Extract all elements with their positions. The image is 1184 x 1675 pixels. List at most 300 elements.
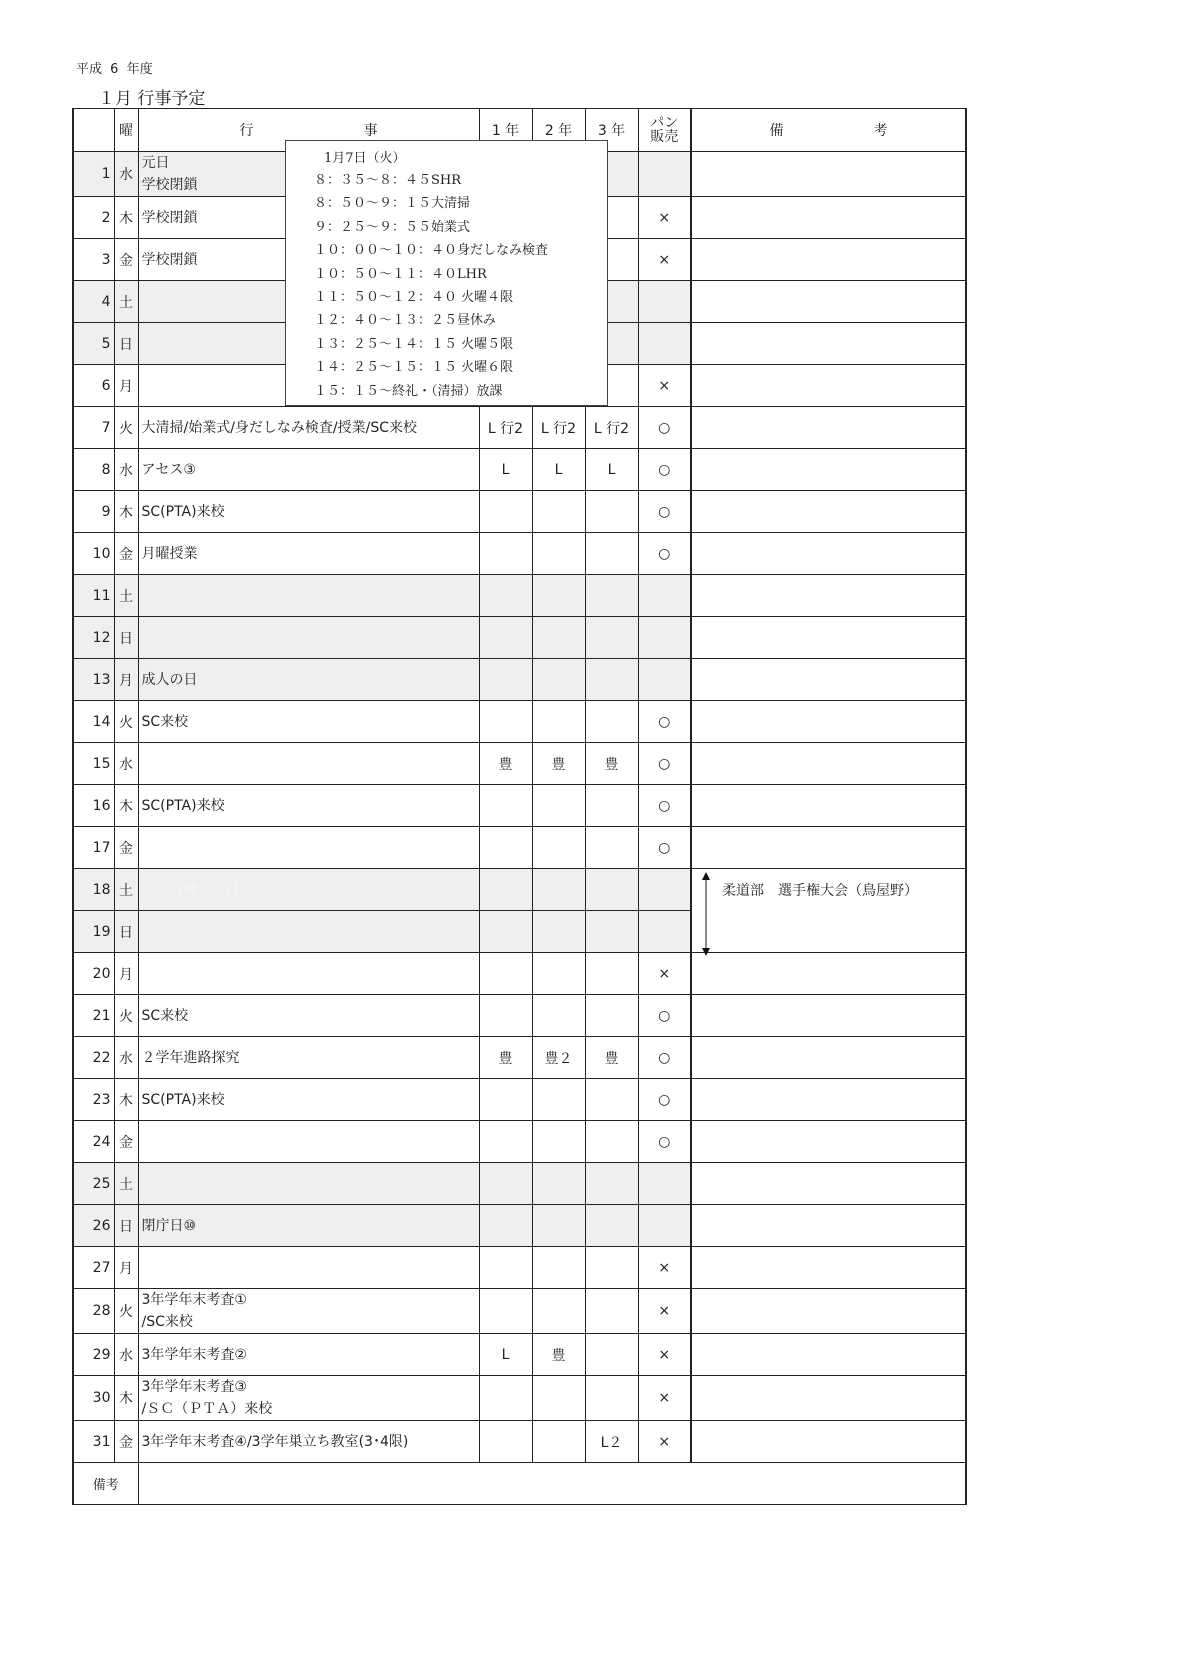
day-cell: 10: [73, 533, 114, 575]
event-line: 閉庁日⑩: [141, 1217, 197, 1234]
dow-cell: 月: [114, 365, 138, 407]
dow-cell: 木: [114, 197, 138, 239]
remarks-cell: [691, 281, 966, 323]
year3-cell: L 行2: [585, 407, 638, 449]
event-cell: [138, 701, 479, 743]
day-cell: 19: [73, 911, 114, 953]
header-remarks: [691, 109, 966, 152]
event-cell: [138, 1037, 479, 1079]
day-cell: 11: [73, 575, 114, 617]
remarks-cell: [691, 1247, 966, 1289]
dow-cell: 木: [114, 785, 138, 827]
year3-cell: [585, 659, 638, 701]
table-row: [73, 1421, 966, 1463]
popup-line: １１：５０～１２：４０ 火曜４限: [314, 290, 514, 305]
table-row: [73, 1037, 966, 1079]
event-cell: [138, 1079, 479, 1121]
header-pan-a: パン: [650, 115, 679, 131]
year3-cell: [585, 533, 638, 575]
year3-cell: [585, 1163, 638, 1205]
year1-cell: L: [479, 449, 532, 491]
year3-cell: [585, 1121, 638, 1163]
year3-cell: 豊: [585, 743, 638, 785]
event-cell: [138, 869, 479, 911]
year1-cell: [479, 533, 532, 575]
popup-line: １０：００～１０：４０身だしなみ検査: [314, 243, 549, 259]
year2-cell: [532, 491, 585, 533]
dow-cell: 土: [114, 575, 138, 617]
year1-cell: [479, 575, 532, 617]
event-cell: [138, 575, 479, 617]
year3-cell: [585, 785, 638, 827]
table-row: [73, 1121, 966, 1163]
day-cell: 15: [73, 743, 114, 785]
era-name: 平成: [76, 62, 103, 77]
year1-cell: [479, 1079, 532, 1121]
event-line-2: /ＳＣ（ＰＴＡ）来校: [141, 1401, 273, 1417]
dow-cell: 日: [114, 1205, 138, 1247]
event-cell: [138, 953, 479, 995]
header-year3: 3 年: [585, 109, 638, 152]
pan-cell: ×: [638, 365, 691, 407]
remarks-cell: [691, 911, 966, 953]
pan-cell: ○: [638, 995, 691, 1037]
year3-cell: [585, 1247, 638, 1289]
pan-cell: ○: [638, 449, 691, 491]
remarks-cell: [691, 449, 966, 491]
year2-cell: [532, 785, 585, 827]
event-line: アセス③: [141, 461, 196, 478]
year2-cell: [532, 659, 585, 701]
dow-cell: 金: [114, 827, 138, 869]
table-row: [73, 1376, 966, 1421]
event-line: 成人の日: [141, 671, 198, 688]
event-line: 3年学年末考査①: [141, 1292, 247, 1308]
year2-cell: L 行2: [532, 407, 585, 449]
year2-cell: [532, 1205, 585, 1247]
header-event-a: 行: [239, 123, 254, 139]
table-row: [73, 1289, 966, 1334]
header-pan: [638, 109, 691, 152]
year1-cell: 豊: [479, 743, 532, 785]
event-cell: [138, 449, 479, 491]
year3-cell: [585, 827, 638, 869]
table-row: [73, 449, 966, 491]
schedule-popup: [285, 140, 608, 406]
event-line: SC(PTA)来校: [141, 797, 225, 814]
remarks-cell: [691, 1121, 966, 1163]
pan-cell: [638, 1205, 691, 1247]
popup-line: ９：２５～９：５５始業式: [314, 219, 471, 235]
event-cell: [138, 617, 479, 659]
remarks-cell: [691, 1376, 966, 1421]
year1-cell: [479, 1421, 532, 1463]
dow-cell: 木: [114, 1079, 138, 1121]
year1-cell: [479, 1376, 532, 1421]
day-cell: 27: [73, 1247, 114, 1289]
remarks-cell: [691, 659, 966, 701]
popup-line: ８：５０～９：１５大清掃: [314, 196, 471, 212]
event-cell: [138, 1334, 479, 1376]
year2-cell: [532, 911, 585, 953]
year2-cell: L: [532, 449, 585, 491]
day-cell: 14: [73, 701, 114, 743]
dow-cell: 水: [114, 743, 138, 785]
header-day: [73, 109, 114, 152]
event-cell: [138, 491, 479, 533]
header-year1: 1 年: [479, 109, 532, 152]
year3-cell: [585, 701, 638, 743]
popup-line: １０：５０～１１：４０LHR: [314, 266, 487, 282]
day-cell: 31: [73, 1421, 114, 1463]
popup-line: １２：４０～１３：２５昼休み: [314, 313, 497, 329]
era-year: 6: [110, 62, 119, 77]
dow-cell: 土: [114, 869, 138, 911]
year2-cell: [532, 575, 585, 617]
year2-cell: [532, 1289, 585, 1334]
day-cell: 29: [73, 1334, 114, 1376]
pan-cell: ○: [638, 407, 691, 449]
event-line-2: 学校閉鎖: [141, 177, 198, 193]
year2-cell: 豊: [532, 743, 585, 785]
event-line: SC(PTA)来校: [141, 503, 225, 520]
remarks-cell: [691, 365, 966, 407]
remarks-cell: [691, 1334, 966, 1376]
dow-cell: 木: [114, 1376, 138, 1421]
table-row: [73, 575, 966, 617]
event-line: 学校閉鎖: [141, 251, 198, 268]
year3-cell: [585, 1289, 638, 1334]
remarks-cell: [691, 617, 966, 659]
remarks-cell: [691, 1289, 966, 1334]
year1-cell: [479, 701, 532, 743]
day-cell: 26: [73, 1205, 114, 1247]
year1-cell: [479, 869, 532, 911]
pan-cell: ×: [638, 1289, 691, 1334]
pan-cell: [638, 281, 691, 323]
era-year-suffix: 年度: [126, 62, 153, 77]
event-cell: [138, 995, 479, 1037]
table-row: [73, 617, 966, 659]
day-cell: 22: [73, 1037, 114, 1079]
day-cell: 5: [73, 323, 114, 365]
day-cell: 6: [73, 365, 114, 407]
day-cell: 20: [73, 953, 114, 995]
remarks-cell: [691, 323, 966, 365]
year1-cell: [479, 953, 532, 995]
event-line: 消防点検（一日）: [141, 881, 254, 898]
pan-cell: ○: [638, 533, 691, 575]
year2-cell: [532, 869, 585, 911]
event-cell: [138, 407, 479, 449]
year3-cell: [585, 1376, 638, 1421]
dow-cell: 日: [114, 911, 138, 953]
dow-cell: 土: [114, 281, 138, 323]
event-cell: [138, 1421, 479, 1463]
pan-cell: [638, 617, 691, 659]
pan-cell: [638, 659, 691, 701]
popup-line: １３：２５～１４：１５ 火曜５限: [314, 336, 514, 352]
year2-cell: [532, 617, 585, 659]
pan-cell: [638, 869, 691, 911]
day-cell: 28: [73, 1289, 114, 1334]
pan-cell: [638, 323, 691, 365]
day-cell: 17: [73, 827, 114, 869]
dow-cell: 水: [114, 1037, 138, 1079]
remarks-cell: [691, 197, 966, 239]
table-row: [73, 869, 966, 911]
year1-cell: [479, 617, 532, 659]
dow-cell: 火: [114, 995, 138, 1037]
event-line: SC(PTA)来校: [141, 1091, 225, 1108]
remarks-cell: [691, 785, 966, 827]
event-line: 学校閉鎖: [141, 209, 198, 226]
day-cell: 9: [73, 491, 114, 533]
year1-cell: [479, 1163, 532, 1205]
event-line: SC来校: [141, 1007, 189, 1024]
dow-cell: 火: [114, 701, 138, 743]
year1-cell: [479, 1247, 532, 1289]
year3-cell: [585, 575, 638, 617]
event-cell: [138, 1205, 479, 1247]
remarks-cell: [691, 743, 966, 785]
header-remarks-b: 考: [873, 123, 888, 139]
day-cell: 3: [73, 239, 114, 281]
year3-cell: [585, 491, 638, 533]
remarks-cell: [691, 575, 966, 617]
remarks-cell: [691, 407, 966, 449]
day-cell: 1: [73, 152, 114, 197]
day-cell: 4: [73, 281, 114, 323]
pan-cell: ○: [638, 491, 691, 533]
year2-cell: [532, 827, 585, 869]
event-cell: [138, 911, 479, 953]
remarks-cell: [691, 1205, 966, 1247]
year3-cell: [585, 953, 638, 995]
year3-cell: L: [585, 449, 638, 491]
event-line: 大清掃/始業式/身だしなみ検査/授業/SC来校: [141, 419, 418, 436]
header-event-b: 事: [363, 123, 378, 139]
year3-cell: L２: [585, 1421, 638, 1463]
pan-cell: ○: [638, 827, 691, 869]
table-row: [73, 1205, 966, 1247]
day-cell: 2: [73, 197, 114, 239]
header-remarks-a: 備: [769, 123, 784, 139]
year1-cell: [479, 1205, 532, 1247]
remarks-cell: [691, 995, 966, 1037]
table-row: [73, 953, 966, 995]
event-line: ２学年進路探究: [141, 1049, 240, 1066]
pan-cell: [638, 911, 691, 953]
dow-cell: 金: [114, 533, 138, 575]
event-cell: [138, 1163, 479, 1205]
year1-cell: [479, 1121, 532, 1163]
table-row: [73, 785, 966, 827]
year3-cell: [585, 1079, 638, 1121]
event-line: 3年学年末考査②: [141, 1346, 247, 1363]
dow-cell: 水: [114, 449, 138, 491]
dow-cell: 金: [114, 239, 138, 281]
year2-cell: [532, 953, 585, 995]
dow-cell: 土: [114, 1163, 138, 1205]
year2-cell: [532, 533, 585, 575]
popup-line: ８：３５～８：４５SHR: [314, 173, 462, 188]
day-cell: 18: [73, 869, 114, 911]
year2-cell: 豊: [532, 1334, 585, 1376]
event-cell: [138, 1247, 479, 1289]
day-cell: 24: [73, 1121, 114, 1163]
remarks-cell: [691, 1163, 966, 1205]
pan-cell: [638, 1163, 691, 1205]
day-cell: 16: [73, 785, 114, 827]
header-year2: 2 年: [532, 109, 585, 152]
dow-cell: 水: [114, 152, 138, 197]
year3-cell: [585, 911, 638, 953]
pan-cell: ○: [638, 1037, 691, 1079]
day-cell: 25: [73, 1163, 114, 1205]
pan-cell: ×: [638, 953, 691, 995]
dow-cell: 月: [114, 953, 138, 995]
pan-cell: ○: [638, 701, 691, 743]
event-cell: [138, 743, 479, 785]
header-pan-b: 販売: [650, 129, 679, 145]
day-cell: 8: [73, 449, 114, 491]
year1-cell: [479, 911, 532, 953]
dow-cell: 火: [114, 407, 138, 449]
table-row: [73, 1334, 966, 1376]
year1-cell: [479, 827, 532, 869]
event-line: SC来校: [141, 713, 189, 730]
table-row: [73, 533, 966, 575]
pan-cell: ○: [638, 785, 691, 827]
year1-cell: [479, 785, 532, 827]
remarks-cell: [691, 701, 966, 743]
table-row: [73, 1079, 966, 1121]
year1-cell: L 行2: [479, 407, 532, 449]
popup-line: １４：２５～１５：１５ 火曜６限: [314, 360, 514, 376]
year3-cell: [585, 617, 638, 659]
year2-cell: [532, 995, 585, 1037]
event-cell: [138, 1121, 479, 1163]
day-cell: 23: [73, 1079, 114, 1121]
popup-line: １５：１５～終礼・（清掃）放課: [314, 383, 503, 399]
year2-cell: [532, 701, 585, 743]
year2-cell: [532, 1121, 585, 1163]
year3-cell: [585, 869, 638, 911]
year1-cell: [479, 1289, 532, 1334]
pan-cell: ×: [638, 1376, 691, 1421]
remarks-cell: [691, 827, 966, 869]
year1-cell: L: [479, 1334, 532, 1376]
table-row: [73, 743, 966, 785]
remarks-cell: [691, 953, 966, 995]
year2-cell: [532, 1079, 585, 1121]
bikou-label: 備考: [73, 1463, 138, 1505]
event-cell: [138, 1289, 479, 1334]
event-cell: [138, 785, 479, 827]
bikou-content[interactable]: [138, 1463, 966, 1505]
dow-cell: 月: [114, 659, 138, 701]
pan-cell: ○: [638, 1121, 691, 1163]
remarks-cell: [691, 491, 966, 533]
event-line-2: /SC来校: [141, 1314, 193, 1330]
year2-cell: [532, 1421, 585, 1463]
table-row: [73, 659, 966, 701]
popup-title: 1月7日（火）: [324, 151, 406, 166]
table-row: [73, 407, 966, 449]
dow-cell: 金: [114, 1421, 138, 1463]
table-row: [73, 701, 966, 743]
event-line: 月曜授業: [141, 545, 198, 562]
day-cell: 7: [73, 407, 114, 449]
table-row: [73, 1163, 966, 1205]
pan-cell: ×: [638, 1421, 691, 1463]
dow-cell: 火: [114, 1289, 138, 1334]
pan-cell: ○: [638, 1079, 691, 1121]
event-cell: [138, 1376, 479, 1421]
day-cell: 30: [73, 1376, 114, 1421]
remarks-cell: [691, 152, 966, 197]
bikou-row: [73, 1463, 966, 1505]
dow-cell: 木: [114, 491, 138, 533]
page-title: １月 行事予定: [98, 89, 206, 109]
remarks-cell: [691, 533, 966, 575]
pan-cell: [638, 575, 691, 617]
event-line: 3年学年末考査③: [141, 1379, 247, 1395]
table-row: [73, 911, 966, 953]
year3-cell: [585, 1334, 638, 1376]
day-cell: 21: [73, 995, 114, 1037]
pan-cell: ○: [638, 743, 691, 785]
remarks-cell: [691, 239, 966, 281]
year2-cell: [532, 1376, 585, 1421]
table-row: [73, 827, 966, 869]
pan-cell: ×: [638, 239, 691, 281]
pan-cell: [638, 152, 691, 197]
table-row: [73, 491, 966, 533]
table-row: [73, 995, 966, 1037]
dow-cell: 水: [114, 1334, 138, 1376]
year2-cell: 豊２: [532, 1037, 585, 1079]
dow-cell: 月: [114, 1247, 138, 1289]
double-arrow-vertical-icon: [700, 872, 712, 956]
pan-cell: ×: [638, 197, 691, 239]
year1-cell: 豊: [479, 1037, 532, 1079]
header-dow: 曜: [114, 109, 138, 152]
event-cell: [138, 827, 479, 869]
year3-cell: [585, 995, 638, 1037]
year1-cell: [479, 995, 532, 1037]
remarks-cell: [691, 1421, 966, 1463]
year1-cell: [479, 491, 532, 533]
year1-cell: [479, 659, 532, 701]
era-label: [76, 58, 157, 77]
remarks-cell: [691, 1079, 966, 1121]
dow-cell: 日: [114, 617, 138, 659]
event-cell: [138, 659, 479, 701]
year2-cell: [532, 1247, 585, 1289]
table-row: [73, 1247, 966, 1289]
event-line: 元日: [141, 155, 170, 171]
day-cell: 13: [73, 659, 114, 701]
day-cell: 12: [73, 617, 114, 659]
year2-cell: [532, 1163, 585, 1205]
remarks-cell: 柔道部 選手権大会（鳥屋野）: [691, 869, 966, 911]
pan-cell: ×: [638, 1334, 691, 1376]
event-cell: [138, 533, 479, 575]
event-line: 3年学年末考査④/3学年巣立ち教室(3･4限): [141, 1433, 409, 1450]
year3-cell: 豊: [585, 1037, 638, 1079]
